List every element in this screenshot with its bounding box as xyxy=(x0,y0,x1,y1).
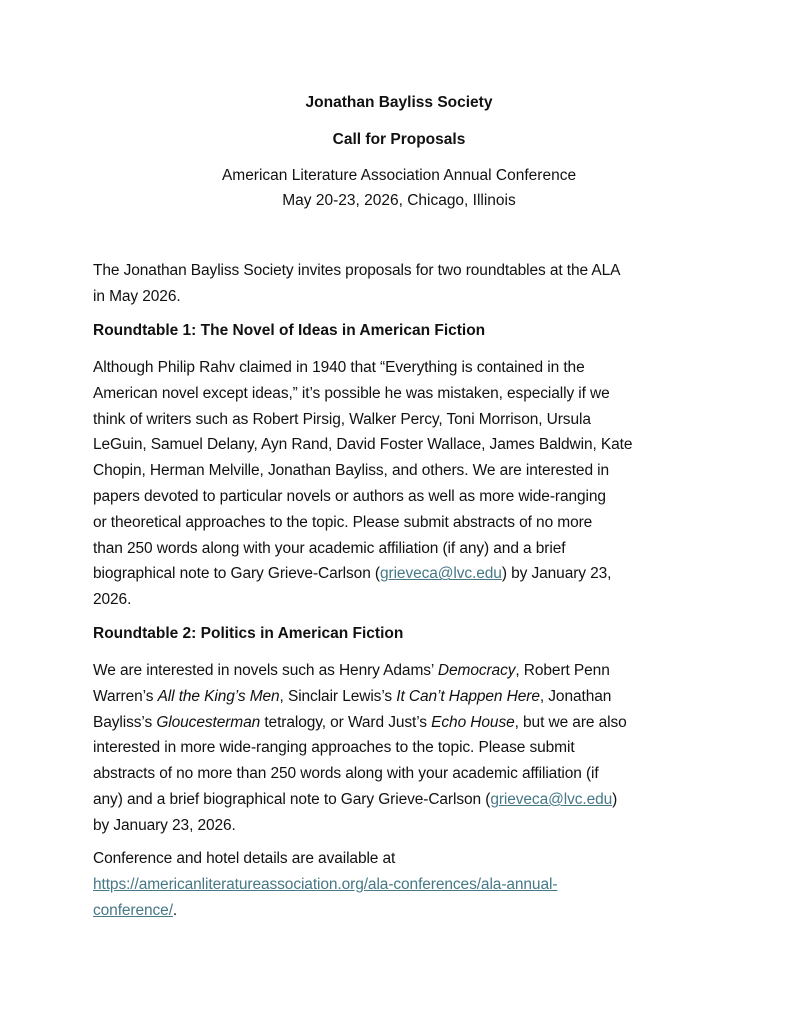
intro-line: in May 2026. xyxy=(93,287,181,305)
text: We are interested in novels such as Henry Adams’ xyxy=(93,662,438,679)
paragraph-line xyxy=(93,710,705,736)
paragraph-line: think of writers such as Robert Pirsig, Walker Percy, Toni Morrison, Ursula xyxy=(93,410,591,428)
text: ) xyxy=(612,790,618,808)
roundtable1-heading: Roundtable 1: The Novel of Ideas in American Fiction xyxy=(93,322,486,339)
book-title: Echo House xyxy=(431,713,515,731)
paragraph-line: Chopin, Herman Melville, Jonathan Bayliss, and others. We are interested in xyxy=(93,462,610,480)
deadline-text: ) by January 23, xyxy=(501,565,612,583)
conference-url-link[interactable]: https://americanliteratureassociation.org/ala-conferences/ala-annual- xyxy=(93,875,558,893)
book-title: Gloucesterman xyxy=(156,713,261,731)
paragraph-line xyxy=(93,872,705,898)
text: , Sinclair Lewis’s xyxy=(279,687,397,705)
paragraph-line: than 250 words along with your academic affiliation (if any) and a brief xyxy=(93,539,566,557)
paragraph-line: American novel except ideas,” it’s possible he was mistaken, especially if we xyxy=(93,384,610,402)
paragraph-line xyxy=(93,684,705,710)
text: , but we are also xyxy=(514,713,627,731)
text: , Jonathan xyxy=(539,687,612,705)
email-link[interactable]: grieveca@lvc.edu xyxy=(380,565,502,583)
text: Bayliss’s xyxy=(93,713,157,731)
paragraph-line xyxy=(93,561,705,587)
paragraph-line: abstracts of no more than 250 words along with your academic affiliation (if xyxy=(93,765,599,783)
paragraph-line: 2026. xyxy=(93,591,132,609)
paragraph-line: or theoretical approaches to the topic. Please submit abstracts of no more xyxy=(93,513,593,531)
conference-name: American Literature Association Annual Conference xyxy=(221,167,577,184)
paragraph-line xyxy=(93,658,705,684)
paragraph-line: papers devoted to particular novels or authors as well as more wide-ranging xyxy=(93,487,606,505)
society-name: Jonathan Bayliss Society xyxy=(305,94,493,111)
paragraph-line: Although Philip Rahv claimed in 1940 that “Everything is contained in the xyxy=(93,359,585,376)
paragraph-line: Conference and hotel details are available at xyxy=(93,850,396,867)
paragraph-line: by January 23, 2026. xyxy=(93,816,236,834)
roundtable1-paragraph xyxy=(93,355,705,613)
document-title: Call for Proposals xyxy=(332,131,466,148)
text: , Robert Penn xyxy=(515,662,610,679)
contact-text: any) and a brief biographical note to Gary Grieve-Carlson ( xyxy=(93,790,491,808)
roundtable2-paragraph xyxy=(93,658,705,839)
book-title: It Can’t Happen Here xyxy=(396,687,540,705)
footer-paragraph xyxy=(93,846,705,923)
contact-text: biographical note to Gary Grieve-Carlson ( xyxy=(93,565,380,583)
conference-dates-location: May 20-23, 2026, Chicago, Illinois xyxy=(282,192,516,209)
intro-line: The Jonathan Bayliss Society invites proposals for two roundtables at the ALA xyxy=(93,262,621,279)
conference-url-link-continued[interactable]: conference/ xyxy=(93,901,173,919)
roundtable2-heading: Roundtable 2: Politics in American Fiction xyxy=(93,625,404,642)
paragraph-line: LeGuin, Samuel Delany, Ayn Rand, David Foster Wallace, James Baldwin, Kate xyxy=(93,436,633,454)
text: tetralogy, or Ward Just’s xyxy=(260,713,432,731)
intro-paragraph xyxy=(93,258,705,310)
paragraph-line: interested in more wide-ranging approaches to the topic. Please submit xyxy=(93,739,575,757)
paragraph-line xyxy=(93,787,705,813)
book-title: Democracy xyxy=(437,662,516,679)
paragraph-line xyxy=(93,898,705,924)
text: Warren’s xyxy=(93,687,158,705)
text: . xyxy=(172,901,178,919)
book-title: All the King’s Men xyxy=(157,687,280,705)
email-link[interactable]: grieveca@lvc.edu xyxy=(490,790,613,808)
